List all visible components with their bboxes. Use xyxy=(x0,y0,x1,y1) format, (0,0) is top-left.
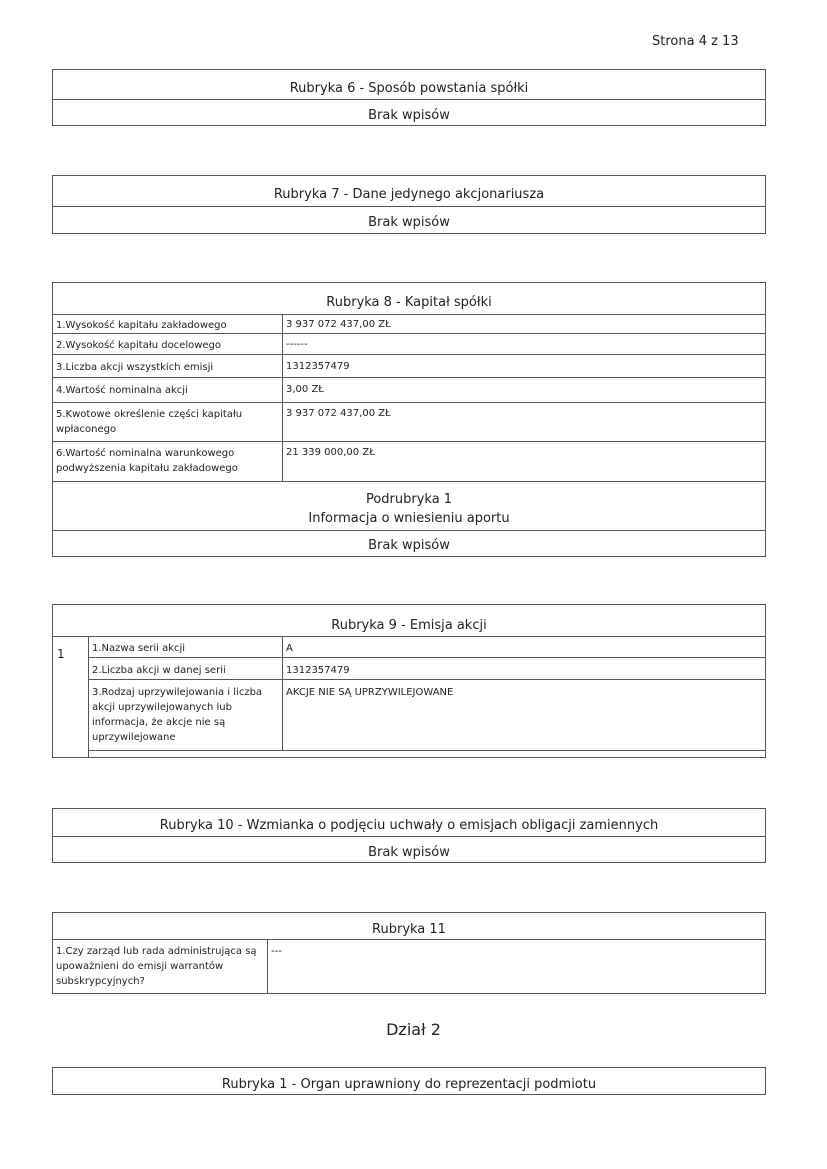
podrubryka-subtitle: Informacja o wniesieniu aportu xyxy=(308,511,510,526)
kapital-zakladowy-value: 3 937 072 437,00 ZŁ xyxy=(286,319,391,330)
rubryka-10-empty: Brak wpisów xyxy=(368,845,450,860)
rubryka-8-section xyxy=(52,282,766,557)
dzial-2-rubryka-1-title: Rubryka 1 - Organ uprawniony do reprezentacji podmiotu xyxy=(221,1077,597,1092)
divider xyxy=(88,679,765,680)
nazwa-serii-value: A xyxy=(286,643,293,654)
rubryka-6-title: Rubryka 6 - Sposób powstania spółki xyxy=(289,81,529,96)
label-line: subskrypcyjnych? xyxy=(56,976,145,987)
label-line: wpłaconego xyxy=(56,424,117,435)
liczba-akcji-serii-label: 2.Liczba akcji w danej serii xyxy=(92,665,226,676)
label-line: akcji uprzywilejowanych lub xyxy=(92,702,232,713)
divider xyxy=(53,636,765,637)
divider xyxy=(53,530,765,531)
emisja-index: 1 xyxy=(57,647,65,661)
rubryka-9-section xyxy=(52,604,766,758)
warranty-label xyxy=(56,944,257,989)
label-line: 1.Czy zarząd lub rada administrująca są xyxy=(56,946,257,957)
kapital-wplacony-value: 3 937 072 437,00 ZŁ xyxy=(286,408,391,419)
wartosc-nominalna-label: 4.Wartość nominalna akcji xyxy=(56,385,188,396)
divider xyxy=(53,333,765,334)
dzial-heading: Dział 2 xyxy=(386,1020,441,1039)
rubryka-10-title: Rubryka 10 - Wzmianka o podjęciu uchwały o emisjach obligacji zamiennych xyxy=(159,818,659,833)
kapital-wplacony-label xyxy=(56,407,242,437)
rubryka-7-title: Rubryka 7 - Dane jedynego akcjonariusza xyxy=(273,187,545,202)
rubryka-9-title: Rubryka 9 - Emisja akcji xyxy=(331,618,487,633)
kapital-zakladowy-label: 1.Wysokość kapitału zakładowego xyxy=(56,320,227,331)
label-line: 3.Rodzaj uprzywilejowania i liczba xyxy=(92,687,263,698)
column-divider xyxy=(267,939,268,994)
podwyzszenie-label xyxy=(56,446,238,476)
divider xyxy=(53,441,765,442)
rubryka-7-section xyxy=(52,175,766,234)
uprzywilejowanie-value: AKCJE NIE SĄ UPRZYWILEJOWANE xyxy=(286,687,454,698)
podrubryka-empty: Brak wpisów xyxy=(368,538,450,553)
rubryka-7-empty: Brak wpisów xyxy=(368,215,450,230)
nazwa-serii-label: 1.Nazwa serii akcji xyxy=(92,643,186,654)
label-line: upoważnieni do emisji warrantów xyxy=(56,961,224,972)
kapital-docelowy-label: 2.Wysokość kapitału docelowego xyxy=(56,340,222,351)
divider xyxy=(53,481,765,482)
label-line: podwyższenia kapitału zakładowego xyxy=(56,463,238,474)
liczba-akcji-value: 1312357479 xyxy=(286,361,350,372)
divider xyxy=(53,354,765,355)
label-line: 5.Kwotowe określenie części kapitału xyxy=(56,409,243,420)
podrubryka-title: Podrubryka 1 xyxy=(365,492,453,507)
wartosc-nominalna-value: 3,00 ZŁ xyxy=(286,384,324,395)
divider xyxy=(53,836,765,837)
rubryka-6-section xyxy=(52,69,766,126)
rubryka-11-title: Rubryka 11 xyxy=(372,922,446,937)
label-line: uprzywilejowane xyxy=(92,732,176,743)
rubryka-11-section xyxy=(52,912,766,994)
divider xyxy=(53,377,765,378)
divider xyxy=(53,939,765,940)
dzial-2-rubryka-1-section xyxy=(52,1067,766,1095)
warranty-value: --- xyxy=(271,946,282,957)
liczba-akcji-serii-value: 1312357479 xyxy=(286,665,350,676)
label-line: informacja, że akcje nie są xyxy=(92,717,226,728)
rubryka-8-title: Rubryka 8 - Kapitał spółki xyxy=(326,295,492,310)
divider xyxy=(53,99,765,100)
column-divider xyxy=(88,636,89,758)
divider xyxy=(53,206,765,207)
divider xyxy=(53,314,765,315)
divider xyxy=(88,750,765,751)
label-line: 6.Wartość nominalna warunkowego xyxy=(56,448,235,459)
rubryka-10-section xyxy=(52,808,766,863)
page-number: Strona 4 z 13 xyxy=(652,34,739,49)
divider xyxy=(88,657,765,658)
kapital-docelowy-value: ------ xyxy=(286,339,308,350)
divider xyxy=(53,402,765,403)
podwyzszenie-value: 21 339 000,00 ZŁ xyxy=(286,447,375,458)
rubryka-6-empty: Brak wpisów xyxy=(368,108,450,123)
uprzywilejowanie-label xyxy=(92,685,262,745)
column-divider xyxy=(282,314,283,481)
liczba-akcji-label: 3.Liczba akcji wszystkich emisji xyxy=(56,362,214,373)
column-divider xyxy=(282,636,283,750)
